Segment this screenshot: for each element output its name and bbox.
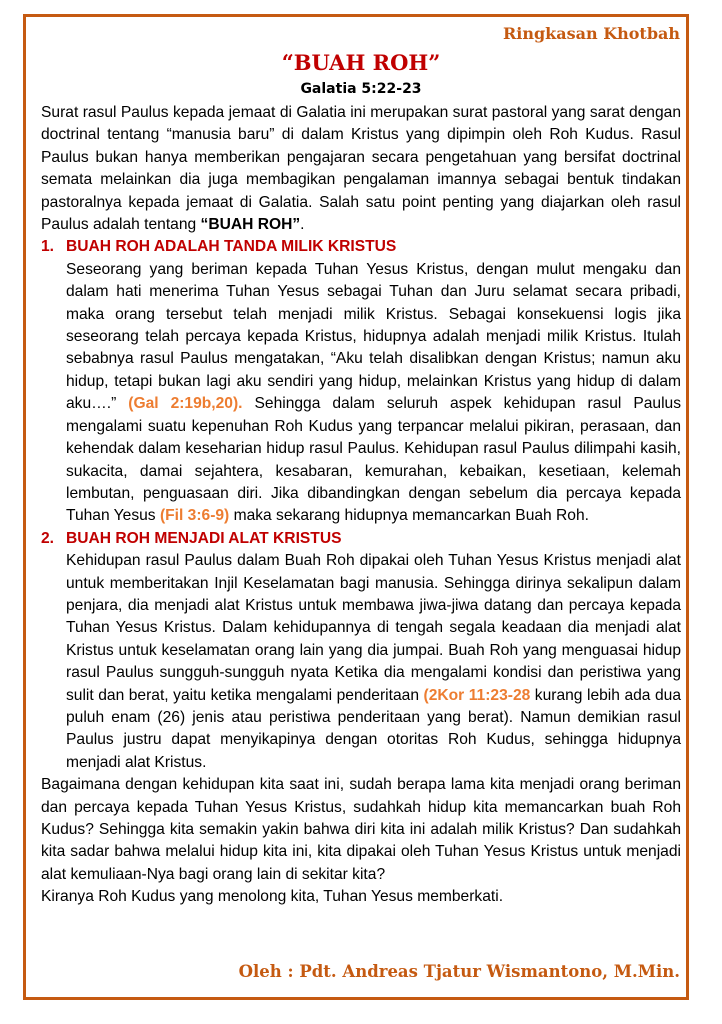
scripture-ref: (2Kor 11:23-28 xyxy=(423,686,531,704)
scripture-reference: Galatia 5:22-23 xyxy=(300,81,422,97)
section-2-heading xyxy=(41,528,681,550)
intro-paragraph xyxy=(41,102,681,236)
document-category: Ringkasan Khotbah xyxy=(502,24,680,43)
intro-end: . xyxy=(300,216,305,234)
section-1-title: BUAH ROH ADALAH TANDA MILIK KRISTUS xyxy=(66,238,397,256)
section-2-title: BUAH ROH MENJADI ALAT KRISTUS xyxy=(66,529,342,547)
author-credit: Oleh : Pdt. Andreas Tjatur Wismantono, M.Min. xyxy=(238,962,680,981)
blessing-line: Kiranya Roh Kudus yang menolong kita, Tuhan Yesus memberkati. xyxy=(41,888,504,906)
section-2-text-b: kurang lebih ada dua puluh enam (26) jenis atau peristiwa penderitaan yang berat). Namun demikian rasul Paulus justru dapat menyikapinya dengan otoritas Roh Kudus, sehingga hidupnya menjadi alat Kristus. xyxy=(66,686,681,771)
section-1-text-c: maka sekarang hidupnya memancarkan Buah Roh. xyxy=(229,507,589,525)
section-1-number: 1. xyxy=(41,238,55,256)
closing-paragraph: Bagaimana dengan kehidupan kita saat ini, sudah berapa lama kita menjadi orang beriman dan percaya kepada Tuhan Yesus Kristus, sudahkah hidup kita memancarkan buah Roh Kudus? Sehingga kita semakin yakin bahwa diri kita ini adalah milik Kristus? Dan sudahkah kita sadar bahwa melalui hidup kita ini, kita dipakai oleh Tuhan Yesus Kristus untuk menjadi alat kemuliaan-Nya bagi orang lain di sekitar kita? xyxy=(41,776,681,883)
intro-emphasis: “BUAH ROH” xyxy=(200,216,301,234)
section-1-heading xyxy=(41,236,681,258)
sermon-title: “BUAH ROH” xyxy=(281,50,441,75)
scripture-ref: (Fil 3:6-9) xyxy=(159,507,230,525)
section-2-text-a: Kehidupan rasul Paulus dalam Buah Roh dipakai oleh Tuhan Yesus Kristus menjadi alat untuk memberitakan Injil Keselamatan bagi manusia. Sehingga dirinya sekalipun dalam penjara, dia menjadi alat Kristus untuk membawa jiwa-jiwa datang dan percaya kepada Tuhan Yesus Kristus. Dalam kehidupannya di tengah segala keadaan dia menjadi alat Kristus untuk keselamatan orang lain yang dia jumpai. Buah Roh yang menguasai hidup rasul Paulus sungguh-sungguh nyata Ketika dia mengalami kondisi dan peristiwa yang sulit dan berat, yaitu ketika mengalami penderitaan xyxy=(66,552,681,704)
section-2-paragraph xyxy=(41,550,681,774)
section-1-text-b: Sehingga dalam seluruh aspek kehidupan rasul Paulus mengalami suatu kepenuhan Roh Kudus yang terpancar melalui pikiran, perasaan, dan kehendak dalam keseharian hidup rasul Paulus. Kehidupan rasul Paulus dilimpahi kasih, sukacita, damai sejahtera, kesabaran, kemurahan, kebaikan, kesetiaan, kelemah lembutan, penguasaan diri. Jika dibandingkan dengan sebelum dia percaya kepada Tuhan Yesus xyxy=(66,395,681,525)
intro-text: Surat rasul Paulus kepada jemaat di Galatia ini merupakan surat pastoral yang sarat dengan doctrinal tentang “manusia baru” di dalam Kristus yang dipimpin oleh Roh Kudus. Rasul Paulus bukan hanya memberikan pengajaran secara pengetahuan yang bersifat doctrinal semata melainkan dia juga membagikan pengalaman imannya sebagai bentuk tindakan pastoralnya kepada jemaat di Galatia. Salah satu point penting yang diajarkan oleh rasul Paulus adalah tentang xyxy=(41,104,681,234)
section-1-paragraph xyxy=(41,259,681,528)
scripture-ref: (Gal 2:19b,20). xyxy=(128,395,243,413)
sermon-body xyxy=(41,102,681,909)
section-2-number: 2. xyxy=(41,529,55,547)
section-1-text-a: Seseorang yang beriman kepada Tuhan Yesus Kristus, dengan mulut mengaku dan dalam hati menerima Tuhan Yesus sebagai Tuhan dan Juru selamat secara pribadi, maka orang tersebut telah menjadi milik Kristus. Sebagai konsekuensi logis jika seseorang telah percaya kepada Kristus, hidupnya adalah menjadi milik Kristus. Itulah sebabnya rasul Paulus mengatakan, “Aku telah disalibkan dengan Kristus; namun aku hidup, tetapi bukan lagi aku sendiri yang hidup, melainkan Kristus yang hidup di dalam aku….” xyxy=(66,260,681,413)
